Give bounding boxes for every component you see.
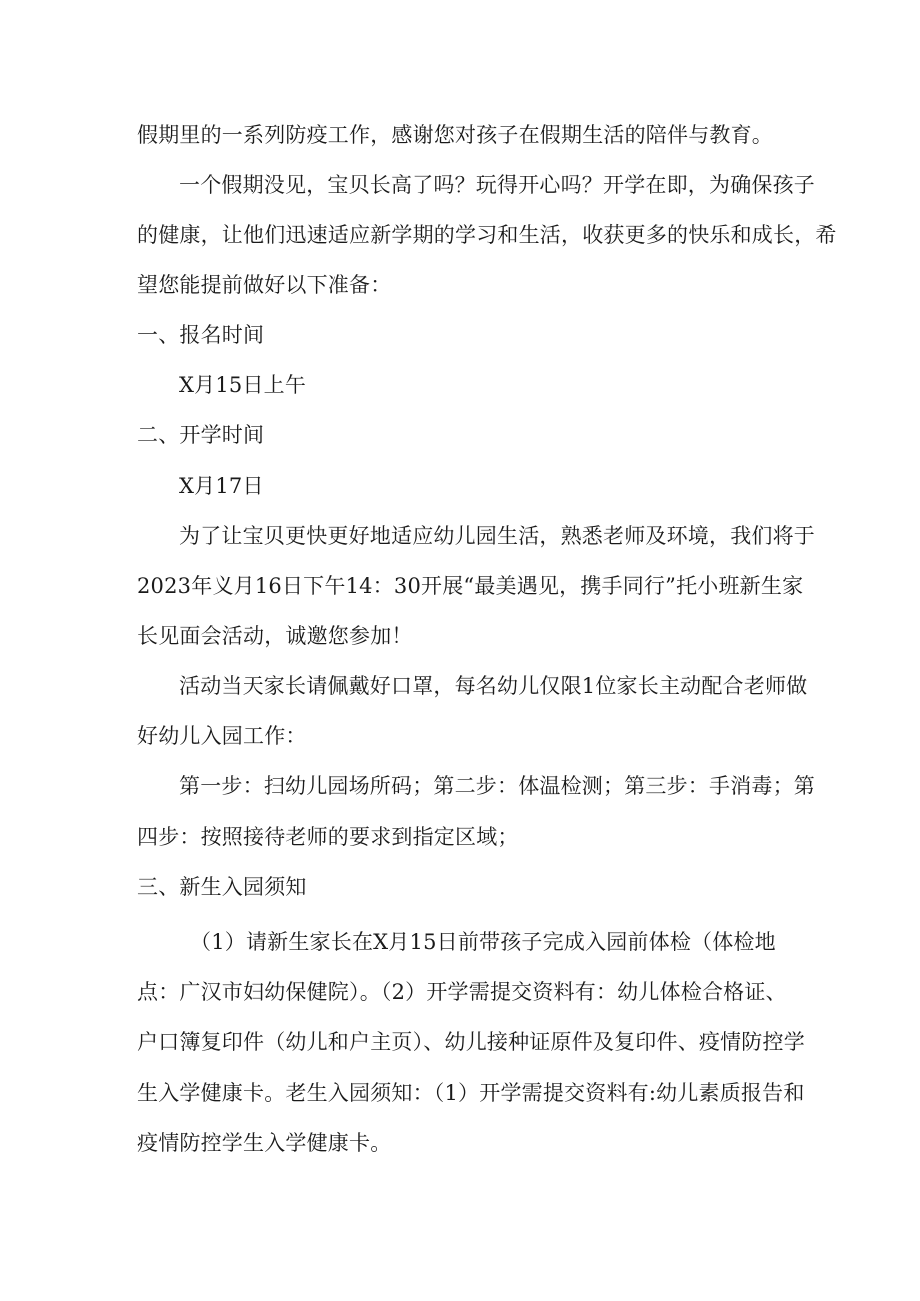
- section-heading: 三、新生入园须知: [137, 875, 307, 899]
- paragraph-line: X月17日: [179, 474, 264, 498]
- paragraph-line: 望您能提前做好以下准备：: [137, 273, 392, 297]
- paragraph-line: 户口簿复印件（幼儿和户主页）、幼儿接种证原件及复印件、疫情防控学: [137, 1030, 805, 1054]
- paragraph-line: 四步：按照接待老师的要求到指定区域；: [137, 825, 519, 849]
- paragraph-line: 长见面会活动，诚邀您参加！: [137, 624, 413, 648]
- section-heading: 一、报名时间: [137, 323, 265, 347]
- paragraph-line: 一个假期没见，宝贝长高了吗？玩得开心吗？开学在即，为确保孩子: [179, 173, 815, 197]
- section-heading: 二、开学时间: [137, 423, 265, 447]
- paragraph-line: 假期里的一系列防疫工作，感谢您对孩子在假期生活的陪伴与教育。: [137, 123, 773, 147]
- paragraph-line: 活动当天家长请佩戴好口罩，每名幼儿仅限1位家长主动配合老师做: [179, 674, 808, 698]
- paragraph-line: 点：广汉市妇幼保健院）。（2）开学需提交资料有：幼儿体检合格证、: [137, 980, 787, 1004]
- paragraph-line: （1）请新生家长在X月15日前带孩子完成入园前体检（体检地: [190, 930, 776, 954]
- paragraph-line: 生入学健康卡。老生入园须知：（1）开学需提交资料有:幼儿素质报告和: [137, 1081, 805, 1105]
- paragraph-line: 为了让宝贝更快更好地适应幼儿园生活，熟悉老师及环境，我们将于: [179, 524, 815, 548]
- paragraph-line: 第一步：扫幼儿园场所码；第二步：体温检测；第三步：手消毒；第: [179, 774, 815, 798]
- paragraph-line: 好幼儿入园工作：: [137, 724, 307, 748]
- paragraph-line: 2023年义月16日下午14：30开展“最美遇见，携手同行”托小班新生家: [137, 574, 804, 598]
- paragraph-line: 的健康，让他们迅速适应新学期的学习和生活，收获更多的快乐和成长，希: [137, 223, 837, 247]
- paragraph-line: X月15日上午: [179, 373, 307, 397]
- paragraph-line: 疫情防控学生入学健康卡。: [137, 1131, 392, 1155]
